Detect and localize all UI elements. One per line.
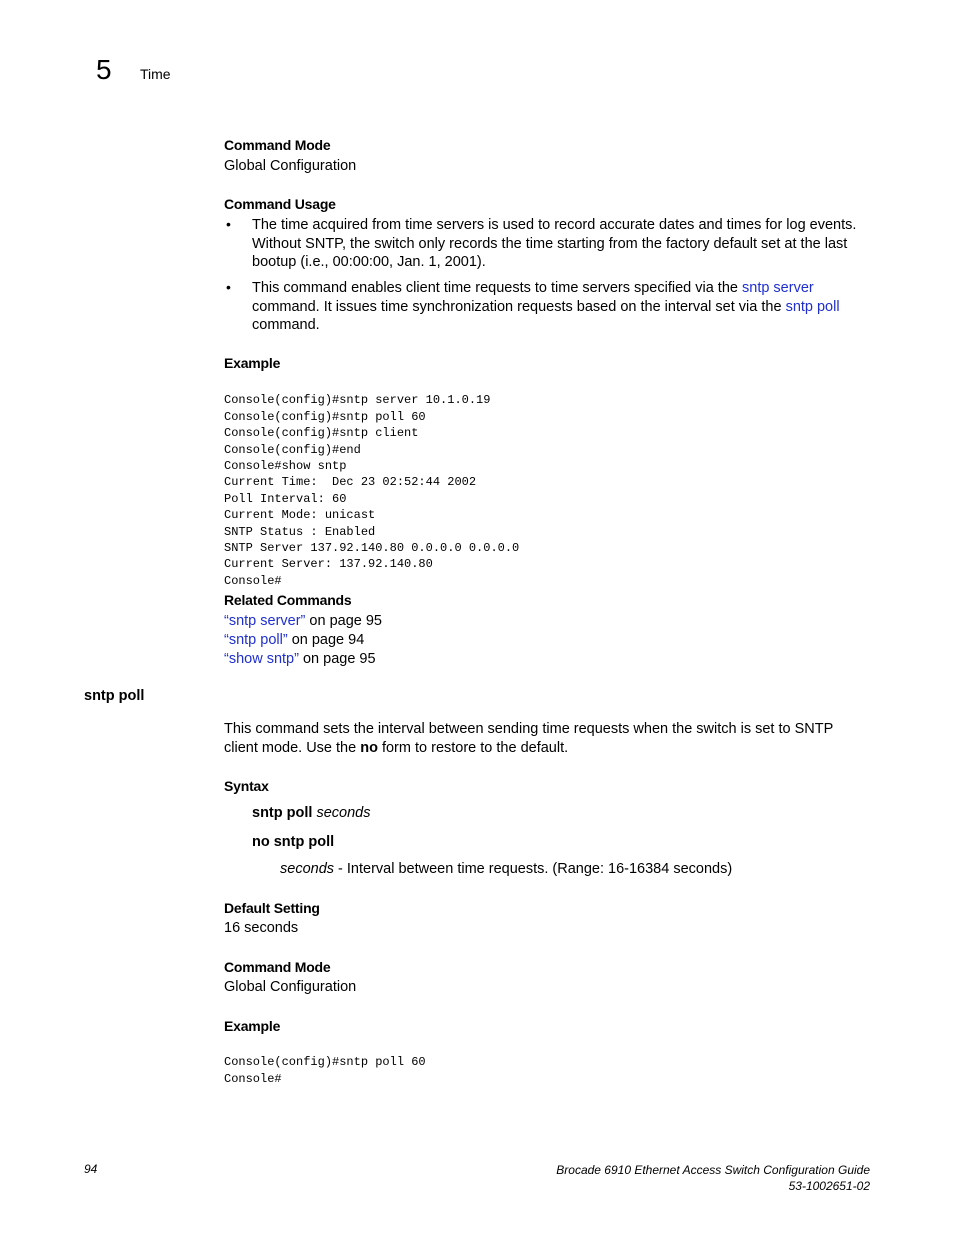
related-commands-heading: Related Commands xyxy=(224,592,352,608)
parameter-name: seconds xyxy=(280,861,335,877)
bullet-text-segment: command. It issues time synchronization requests based on the interval set via the xyxy=(252,298,786,315)
related-item xyxy=(224,631,364,650)
syntax-line-1 xyxy=(252,804,370,823)
code-line: Current Server: 137.92.140.80 xyxy=(224,557,433,572)
description-segment: form to restore to the default. xyxy=(377,739,569,756)
bullet-marker: • xyxy=(226,216,231,232)
code-line: SNTP Status : Enabled xyxy=(224,524,376,539)
section-title: sntp poll xyxy=(84,688,145,704)
code-line: Console(config)#sntp client xyxy=(224,426,419,441)
syntax-command: sntp poll xyxy=(252,805,313,821)
doc-number: 53-1002651-02 xyxy=(788,1179,870,1193)
description-segment: This command sets the interval between sending time requests when the switch is set to SNTP client mode. Use the xyxy=(224,721,834,756)
related-item xyxy=(224,612,382,631)
bullet-text-segment: This command enables client time requests to time servers specified via the xyxy=(252,280,742,296)
usage-bullet-2 xyxy=(252,279,872,335)
code-line: Current Mode: unicast xyxy=(224,508,376,523)
description-keyword: no xyxy=(360,739,378,756)
command-mode-heading: Command Mode xyxy=(224,959,331,975)
default-setting-value: 16 seconds xyxy=(224,920,299,936)
section-description xyxy=(224,720,864,757)
code-line: Console# xyxy=(224,573,282,588)
chapter-title: Time xyxy=(140,66,171,82)
code-line: Console#show sntp xyxy=(224,459,347,474)
bullet-text-segment: command. xyxy=(252,317,320,334)
related-link-sntp-server[interactable]: “sntp server” xyxy=(224,613,306,629)
bullet-marker: • xyxy=(226,279,231,295)
syntax-line-2: no sntp poll xyxy=(252,834,335,850)
related-link-sntp-poll[interactable]: “sntp poll” xyxy=(224,632,288,648)
syntax-heading: Syntax xyxy=(224,778,269,794)
code-line: Console(config)#sntp poll 60 xyxy=(224,1055,426,1070)
code-line: Console(config)#sntp server 10.1.0.19 xyxy=(224,393,491,408)
page-number: 94 xyxy=(84,1162,98,1176)
related-link-show-sntp[interactable]: “show sntp” xyxy=(224,651,299,667)
example-heading: Example xyxy=(224,355,281,371)
parameter-text: - Interval between time requests. (Range: 16-16384 seconds) xyxy=(334,861,733,877)
sntp-server-link[interactable]: sntp server xyxy=(742,280,814,296)
code-line: Console(config)#sntp poll 60 xyxy=(224,409,426,424)
example-heading: Example xyxy=(224,1018,281,1034)
code-line: SNTP Server 137.92.140.80 0.0.0.0 0.0.0.0 xyxy=(224,541,520,556)
code-line: Console# xyxy=(224,1071,282,1086)
code-line: Current Time: Dec 23 02:52:44 2002 xyxy=(224,475,477,490)
related-page-ref: on page 95 xyxy=(298,651,376,667)
command-usage-heading: Command Usage xyxy=(224,196,336,212)
related-page-ref: on page 94 xyxy=(287,632,365,648)
command-mode-value: Global Configuration xyxy=(224,158,357,174)
related-item xyxy=(224,650,376,669)
doc-title: Brocade 6910 Ethernet Access Switch Configuration Guide xyxy=(556,1163,870,1177)
parameter-description xyxy=(280,860,732,879)
syntax-parameter: seconds xyxy=(316,805,371,821)
footer-doc-info xyxy=(556,1162,870,1194)
example-code-block xyxy=(224,1038,426,1104)
example-code-block xyxy=(224,376,519,606)
command-mode-value: Global Configuration xyxy=(224,979,357,995)
related-page-ref: on page 95 xyxy=(305,613,382,629)
default-setting-heading: Default Setting xyxy=(224,900,320,916)
sntp-poll-link[interactable]: sntp poll xyxy=(785,298,840,315)
chapter-number: 5 xyxy=(96,54,112,85)
code-line: Poll Interval: 60 xyxy=(224,491,347,506)
command-mode-heading: Command Mode xyxy=(224,137,331,153)
usage-bullet-1: The time acquired from time servers is used to record accurate dates and times for log events. Without SNTP, the switch only records the time starting from the factory default set at the last bootup (i.e., 00:00:00, Jan. 1, 2001). xyxy=(252,217,857,271)
code-line: Console(config)#end xyxy=(224,442,361,457)
